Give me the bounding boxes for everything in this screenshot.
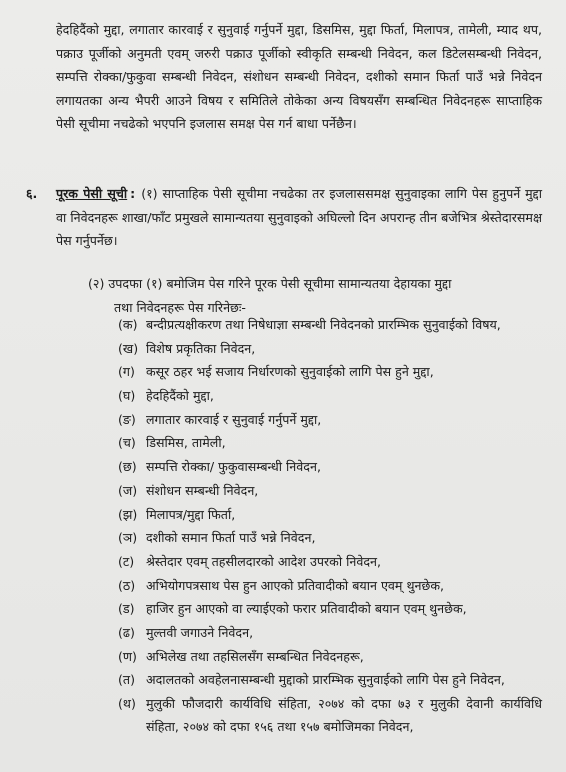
section-colon: : [130, 186, 136, 201]
list-item [118, 314, 542, 337]
list-item [118, 456, 542, 479]
list-item [118, 646, 542, 669]
section-number: ६. [26, 186, 38, 201]
list-item-marker: (ग) [118, 364, 135, 380]
continued-paragraph: हेदहिदैंको मुद्दा, लगातार कारवाई र सुनुवाई गर्नुपर्ने मुद्दा, डिसमिस, मुद्दा फिर्ता, मिलापत्र, तामेली, म्याद थप, पक्राउ पूर्जीको अनुमती एवम् जरुरी पक्राउ पूर्जीको स्वीकृति सम्बन्धी निवेदन, कल डिटेलसम्बन्धी निवेदन, सम्पत्ति रोक्का/फुकुवा सम्बन्धी निवेदन, संशोधन सम्बन्धी निवेदन, दशीको समान फिर्ता पाउँ भन्ने निवेदन लगायतका अन्य भैपरी आउने विषय र समितिले तोकेका अन्य विषयसँग सम्बन्धित निवेदनहरू साप्ताहिक पेसी सूचीमा नचढेको भएपनि इजलास समक्ष पेस गर्न बाधा पर्नेछैन। [56, 22, 542, 131]
section-6-heading [26, 182, 542, 253]
list-item-marker: (ण) [118, 648, 137, 664]
list-item [118, 669, 542, 692]
list-item [118, 504, 542, 527]
list-item-text: हेदहिदैंको मुद्दा, [146, 388, 214, 404]
list-item [118, 361, 542, 384]
list-item-text: बन्दीप्रत्यक्षीकरण तथा निषेधाज्ञा सम्बन्धी निवेदनको प्रारम्भिक सुनुवाईको विषय, [146, 317, 501, 332]
subsection-2 [88, 272, 542, 319]
list-item [118, 575, 542, 598]
list-item-marker: (घ) [118, 388, 136, 404]
list-item-text: सम्पत्ति रोक्का/ फुकुवासम्बन्धी निवेदन, [146, 459, 321, 475]
subsection-1-text: (१) साप्ताहिक पेसी सूचीमा नचढेका तर इजलाससमक्ष सुनुवाइका लागि पेस हुनुपर्ने मुद्दा वा निवेदनहरू शाखा/फाँट प्रमुखले सामान्यतया सुनुवाइको अघिल्लो दिन अपरान्ह तीन बजेभित्र श्रेस्तेदारसमक्ष पेस गर्नुपर्नेछ। [56, 186, 542, 248]
list-item [118, 622, 542, 645]
list-item-marker: (च) [118, 435, 136, 451]
list-item-text: कसूर ठहर भई सजाय निर्धारणको सुनुवाईको लागि पेस हुने मुद्दा, [146, 364, 434, 380]
list-item-marker: (थ) [118, 696, 136, 711]
list-item-marker: (ट) [118, 553, 135, 569]
list-item-marker: (ड) [118, 601, 135, 617]
list-item [118, 480, 542, 503]
list-item-text: मुल्तवी जगाउने निवेदन, [146, 624, 254, 640]
list-item-text: लगातार कारवाई र सुनुवाई गर्नुपर्ने मुद्दा, [146, 411, 322, 427]
list-item-marker: (झ) [118, 506, 138, 522]
list-item-marker: (ख) [118, 340, 139, 356]
clause-list [118, 314, 542, 739]
list-item [118, 527, 542, 550]
list-item-text: हाजिर हुन आएको वा ल्याईएको फरार प्रतिवादीको बयान एवम् थुनछेक, [146, 601, 467, 617]
list-item-text: अभियोगपत्रसाथ पेस हुन आएको प्रतिवादीको बयान एवम् थुनछेक, [146, 577, 444, 593]
list-item-marker: (ढ) [118, 624, 135, 640]
list-item-text: दशीको समान फिर्ता पाउँ भन्ने निवेदन, [146, 530, 316, 546]
list-item [118, 432, 542, 455]
list-item [118, 551, 542, 574]
list-item-text: विशेष प्रकृतिका निवेदन, [146, 340, 256, 356]
list-item-marker: (ज) [118, 482, 138, 498]
section-title: पूरक पेसी सूची [56, 186, 128, 201]
list-item-text: मुलुकी फौजदारी कार्यविधि संहिता, २०७४ को दफा ७३ र मुलुकी देवानी कार्यविधि संहिता, २०७४ को दफा १५६ तथा १५७ बमोजिमका निवेदन, [146, 696, 542, 734]
list-item-text: डिसमिस, तामेली, [146, 435, 226, 451]
list-item [118, 693, 542, 738]
list-item [118, 409, 542, 432]
list-item-marker: (छ) [118, 459, 137, 475]
list-item-text: संशोधन सम्बन्धी निवेदन, [146, 482, 259, 498]
list-item [118, 385, 542, 408]
section-6-body [56, 182, 542, 253]
list-item-marker: (ञ) [118, 530, 138, 546]
subsection-2-line-2: तथा निवेदनहरू पेस गरिनेछः- [114, 299, 246, 315]
list-item-text: मिलापत्र/मुद्दा फिर्ता, [146, 506, 236, 522]
list-item [118, 598, 542, 621]
subsection-2-line-1: (२) उपदफा (१) बमोजिम पेस गरिने पूरक पेसी सूचीमा सामान्यतया देहायका मुद्दा [88, 276, 452, 291]
list-item-marker: (क) [118, 317, 138, 332]
list-item-marker: (ठ) [118, 577, 136, 593]
list-item-marker: (ङ) [118, 411, 136, 427]
list-item-marker: (त) [118, 672, 136, 688]
section-6 [26, 182, 542, 253]
list-item-text: अभिलेख तथा तहसिलसँग सम्बन्धित निवेदनहरू, [146, 648, 364, 664]
list-item-text: अदालतको अवहेलनासम्बन्धी मुद्दाको प्रारम्भिक सुनुवाईको लागि पेस हुने निवेदन, [146, 672, 505, 688]
list-item-text: श्रेस्तेदार एवम् तहसीलदारको आदेश उपरको निवेदन, [146, 553, 382, 569]
list-item [118, 338, 542, 361]
